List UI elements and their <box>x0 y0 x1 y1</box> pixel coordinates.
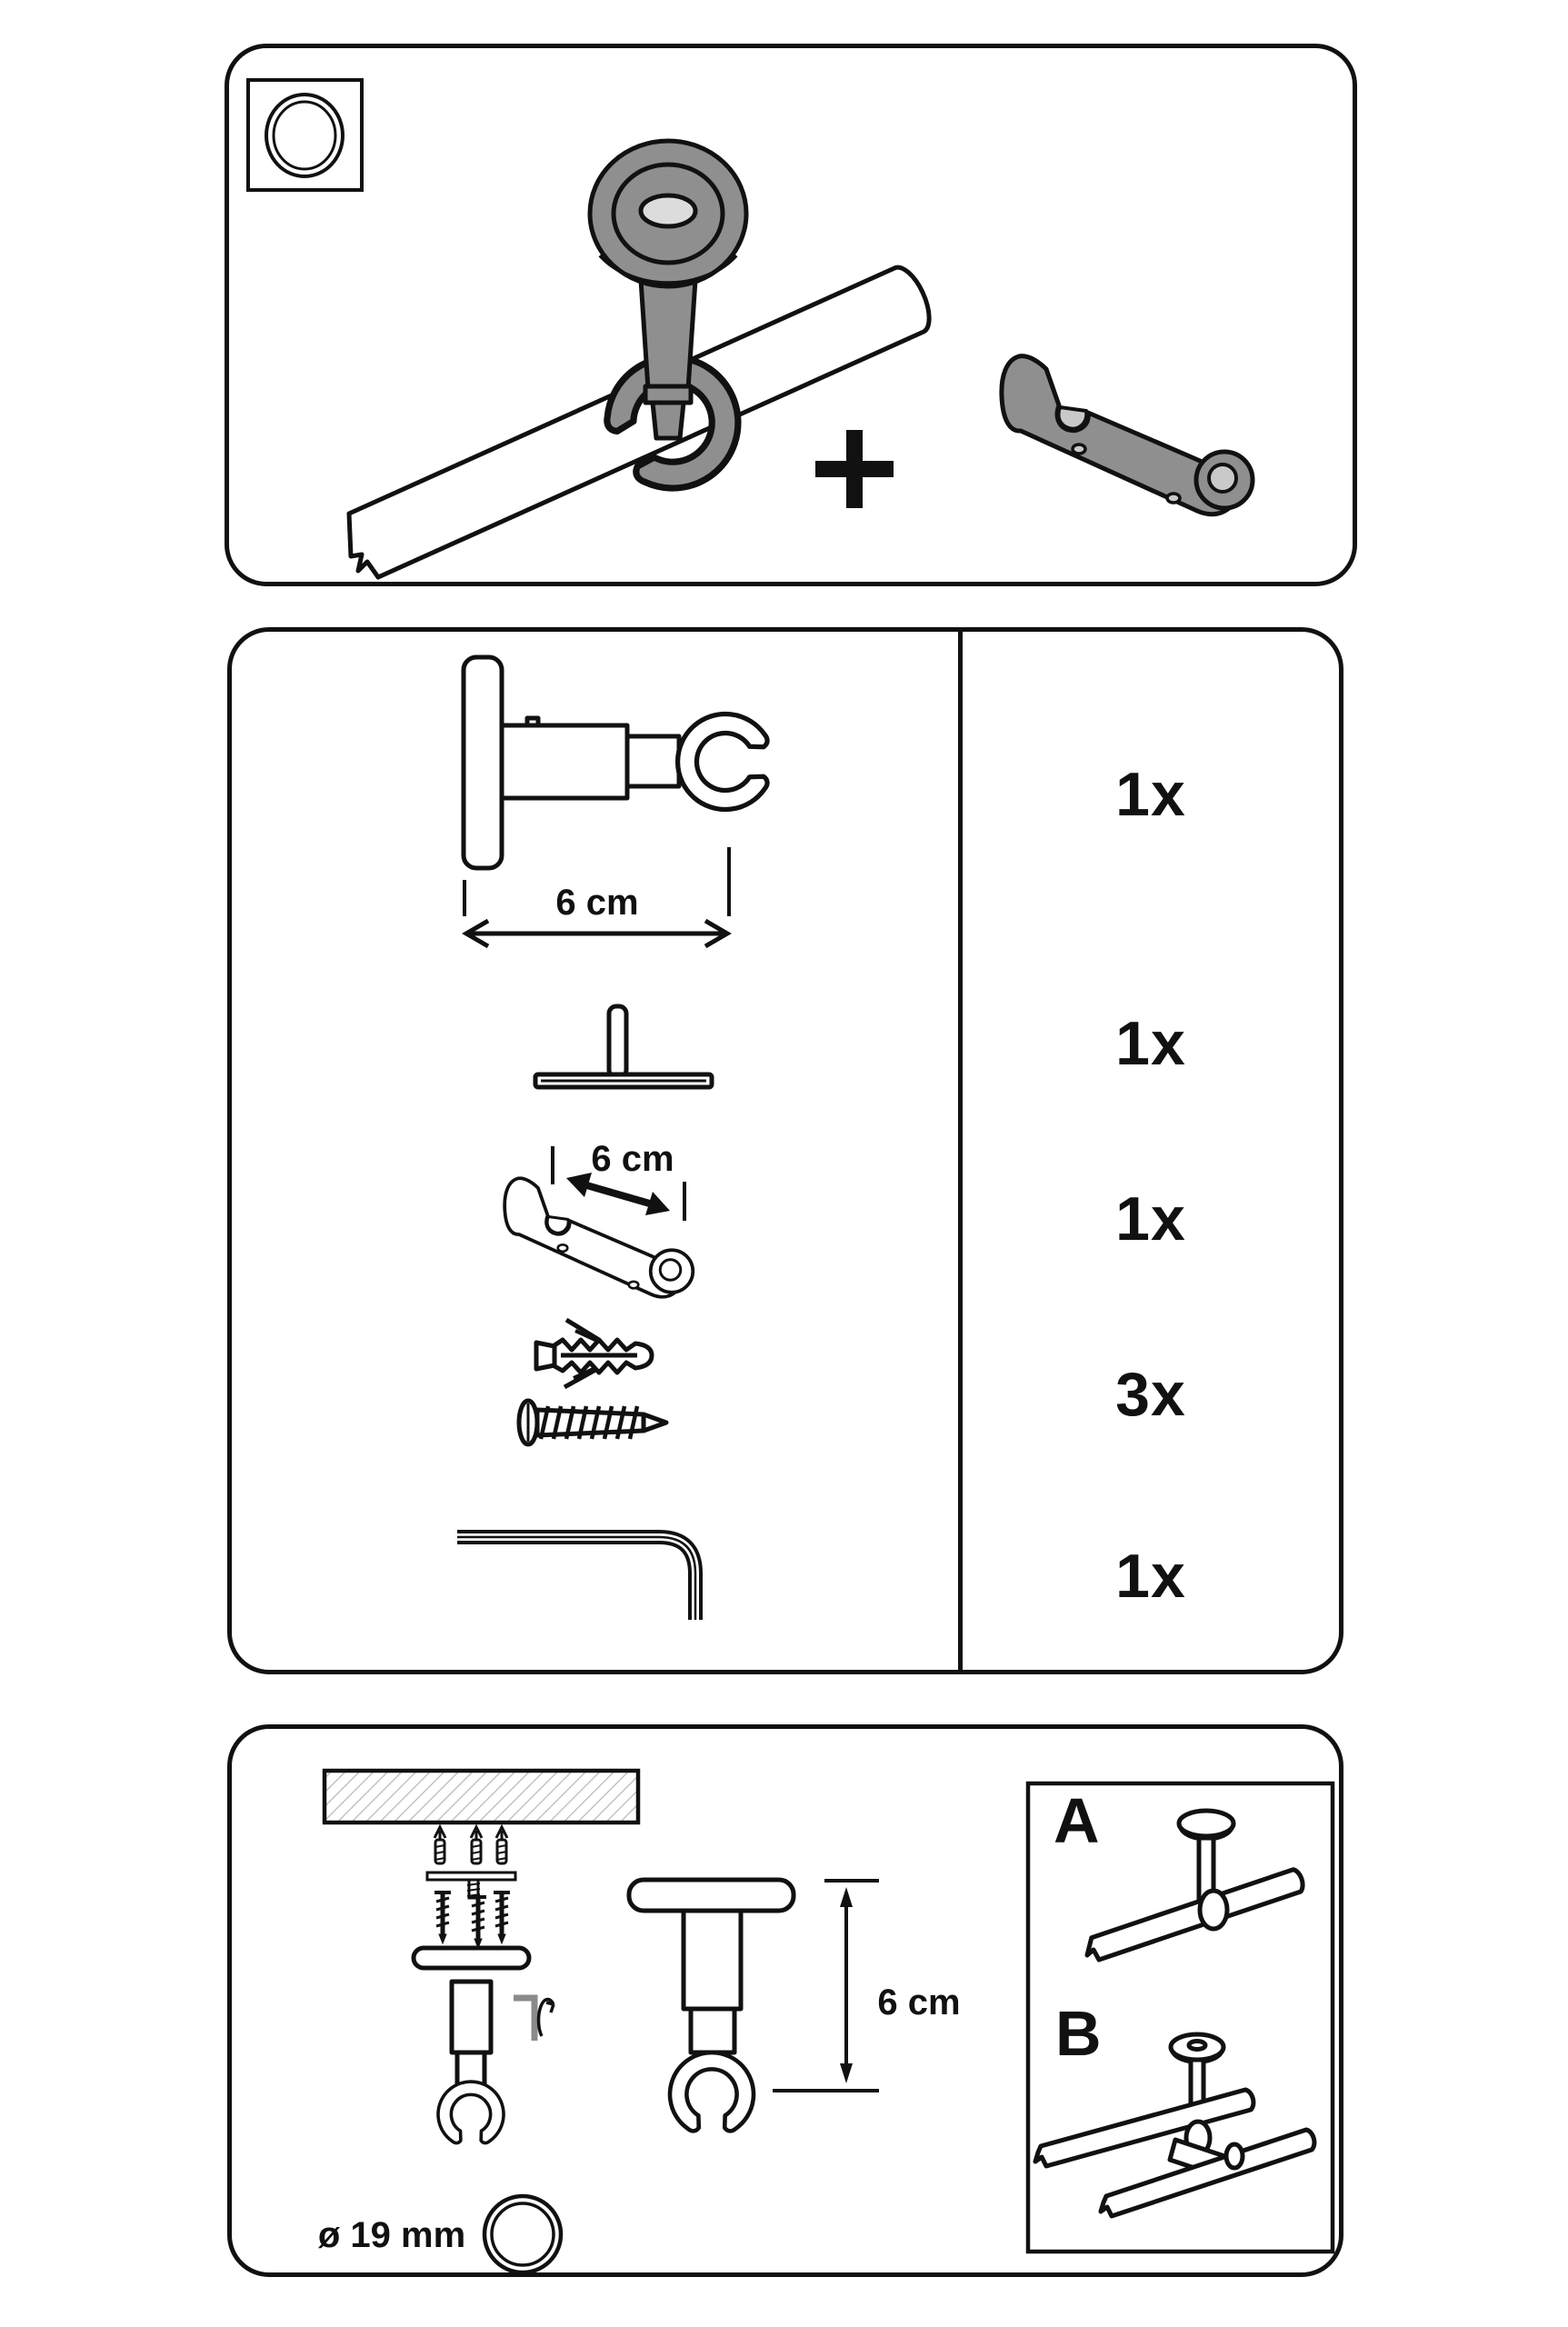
wall-plug-icon <box>536 1320 652 1387</box>
part-drawing-plug-and-screw <box>232 1307 958 1482</box>
cover-plate <box>414 1948 529 1968</box>
plus-icon <box>815 430 894 508</box>
quantity-cell <box>958 1131 1339 1307</box>
parts-list-panel <box>227 627 1343 1674</box>
rod-profile-ring-icon <box>248 80 362 190</box>
ceiling-screws <box>434 1893 510 1948</box>
bracket-exploded <box>438 1982 504 2143</box>
kit-overview-illustration <box>229 48 1353 582</box>
bracket-assembled <box>629 1880 794 2131</box>
dimension-6cm <box>464 847 729 946</box>
dimension-label: 6 cm <box>555 883 639 923</box>
hex-key-icon <box>457 1537 695 1620</box>
installation-illustration <box>232 1729 1339 2272</box>
variant-b-label: B <box>1055 1998 1102 2069</box>
rod-diameter <box>318 2196 561 2272</box>
height-dimension <box>773 1881 961 2091</box>
quantity-label: 1x <box>1115 1541 1186 1611</box>
quantity-label: 1x <box>1115 759 1186 829</box>
part-drawing-hex-key <box>232 1482 958 1670</box>
screw-icon <box>519 1401 666 1444</box>
dimension-6cm <box>553 1139 684 1221</box>
curtain-rod <box>349 267 929 577</box>
dimension-label: 6 cm <box>591 1139 674 1179</box>
quantity-label: 1x <box>1115 1009 1186 1078</box>
height-dimension-label: 6 cm <box>877 1982 961 2022</box>
quantity-cell <box>958 1307 1339 1482</box>
part-drawing-ceiling-support <box>232 632 958 956</box>
double-rod-adapter <box>1002 356 1253 514</box>
wall-plugs-up-arrows <box>434 1827 507 1863</box>
ceiling-block <box>325 1771 638 1823</box>
installation-panel <box>227 1724 1343 2277</box>
rod-diameter-label: ø 19 mm <box>317 2215 466 2255</box>
part-drawing-double-adapter <box>232 1131 958 1307</box>
quantity-cell <box>958 956 1339 1131</box>
quantity-cell <box>958 632 1339 956</box>
variant-a-label: A <box>1054 1785 1100 1856</box>
quantity-label: 1x <box>1115 1184 1186 1253</box>
rod-ring-icon <box>484 2196 561 2272</box>
quantity-cell <box>958 1482 1339 1670</box>
part-drawing-mounting-pin <box>232 956 958 1131</box>
kit-overview-panel <box>225 44 1357 586</box>
hex-key-turn-icon <box>514 1998 554 2041</box>
quantity-label: 3x <box>1115 1360 1186 1429</box>
